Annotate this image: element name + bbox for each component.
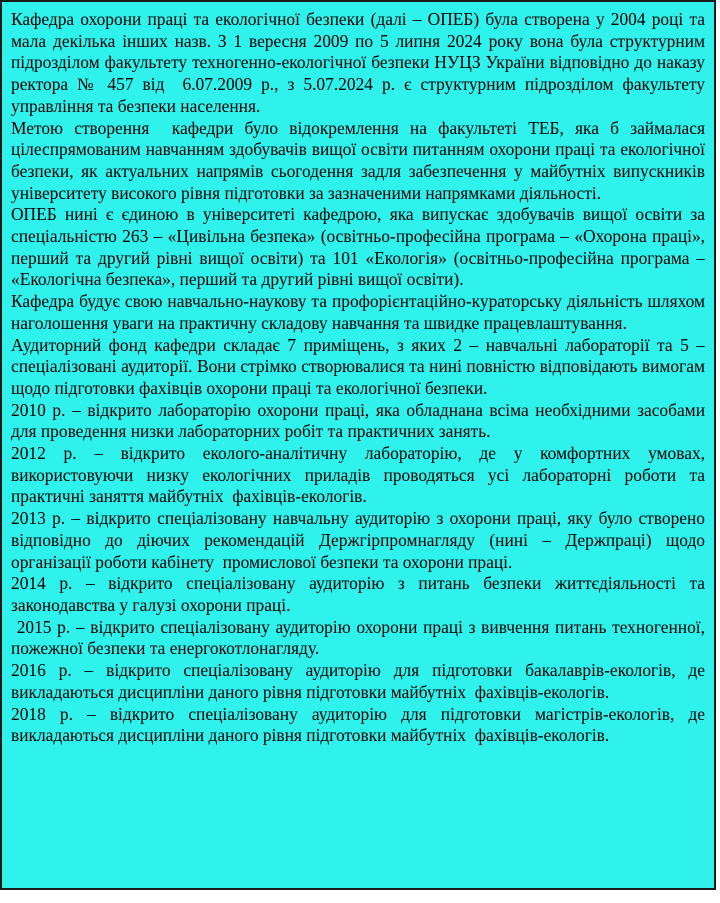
paragraph-2012: 2012 р. – відкрито еколого-аналітичну лабораторію, де у комфортних умовах, використовуючи низку екологічних приладів проводяться усі лабораторні роботи та практичні заняття майбутніх фахівців-екологів. bbox=[11, 443, 710, 507]
paragraph-2018: 2018 р. – відкрито спеціалізовану аудиторію для підготовки магістрів-екологів, де викладаються дисципліни даного рівня підготовки майбутніх фахівців-екологів. bbox=[11, 703, 710, 746]
paragraph-2016: 2016 р. – відкрито спеціалізовану аудиторію для підготовки бакалаврів-екологів, де викладаються дисципліни даного рівня підготовки майбутніх фахівців-екологів. bbox=[11, 660, 710, 702]
paragraph-classroom-fund: Аудиторний фонд кафедри складає 7 приміщень, з яких 2 – навчальні лабораторії та 5 – спеціалізовані аудиторії. Вони стрімко створювалися та нині повністю відповідають вимогам щодо підготовки фахівців охорони праці та екологічної безпеки. bbox=[11, 334, 710, 398]
paragraph-activity: Кафедра будує свою навчально-наукову та профорієнтаційно-кураторську діяльність шляхом наголошення уваги на практичну складову навчання та швидке працевлаштування. bbox=[11, 291, 710, 333]
paragraph-purpose: Метою створення кафедри було відокремлення на факультеті ТЕБ, яка б займалася цілеспрямованим навчанням здобувачів вищої освіти питанням охорони праці та екологічної безпеки, як актуальних напрямів сьогодення задля забезпечення у майбутніх випускників університету високого рівня підготовки за зазначеними напрямками діяльності. bbox=[11, 117, 710, 203]
paragraph-2015: 2015 р. – відкрито спеціалізовану аудиторію охорони праці з вивчення питань техногенної, пожежної безпеки та енергокотлонагляду. bbox=[11, 616, 710, 659]
paragraph-2013: 2013 р. – відкрито спеціалізовану навчальну аудиторію з охорони праці, яку було створено відповідно до діючих рекомендацій Держгірпромнагляду (нині – Держпраці) щодо організації роботи кабінету промислової безпеки та охорони праці. bbox=[11, 508, 710, 572]
paragraph-2010: 2010 р. – відкрито лабораторію охорони праці, яка обладнана всіма необхідними засобами для проведення низки лабораторних робіт та практичних занять. bbox=[11, 399, 710, 442]
paragraph-2014: 2014 р. – відкрито спеціалізовану аудиторію з питань безпеки життєдіяльності та законодавства у галузі охорони праці. bbox=[11, 573, 710, 615]
paragraph-founding: Кафедра охорони праці та екологічної безпеки (далі – ОПЕБ) була створена у 2004 році та мала декілька інших назв. З 1 вересня 2009 по 5 липня 2024 року вона була структурним підрозділом факультету техногенно-екологічної безпеки НУЦЗ України відповідно до наказу ректора № 457 від 6.07.2009 р., з 5.07.2024 р. є структурним підрозділом факультету управління та безпеки населення. bbox=[11, 9, 714, 116]
paragraph-specialities: ОПЕБ нині є єдиною в університеті кафедрою, яка випускає здобувачів вищої освіти за спеціальністю 263 – «Цивільна безпека» (освітньо-професійна програма – «Охорона праці», перший та другий рівні вищої освіти) та 101 «Екологія» (освітньо-професійна програма – «Екологічна безпека», перший та другий рівні вищої освіти). bbox=[11, 204, 710, 290]
